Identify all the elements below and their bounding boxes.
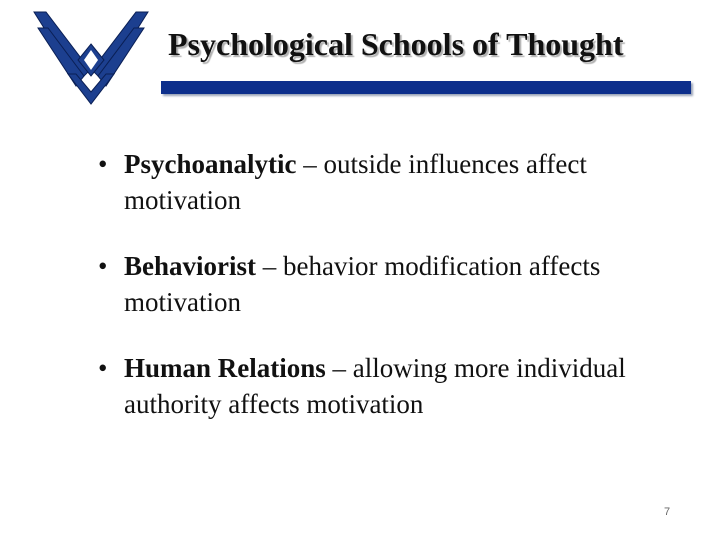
bullet-icon: • <box>98 149 108 179</box>
bullet-separator: – <box>296 149 324 179</box>
air-force-wings-icon <box>28 4 154 108</box>
title-underline-bar <box>161 81 691 94</box>
bullet-list <box>94 146 694 452</box>
bullet-item <box>94 350 694 422</box>
bullet-text: behavior modification affects motivation <box>124 251 601 317</box>
left-strip <box>0 0 20 540</box>
bullet-term: Human Relations <box>124 353 326 383</box>
bullet-separator: – <box>256 251 283 281</box>
page-number: 7 <box>664 506 671 518</box>
bullet-icon: • <box>98 353 108 383</box>
bullet-term: Behaviorist <box>124 251 256 281</box>
bullet-icon: • <box>98 251 108 281</box>
slide-title: Psychological Schools of Thought <box>168 26 624 62</box>
bullet-text: outside influences affect motivation <box>124 149 587 215</box>
bullet-item <box>94 146 694 218</box>
bullet-term: Psychoanalytic <box>124 149 297 179</box>
bullet-text: allowing more individual authority affects motivation <box>124 353 626 419</box>
bullet-separator: – <box>325 353 353 383</box>
bullet-item <box>94 248 694 320</box>
